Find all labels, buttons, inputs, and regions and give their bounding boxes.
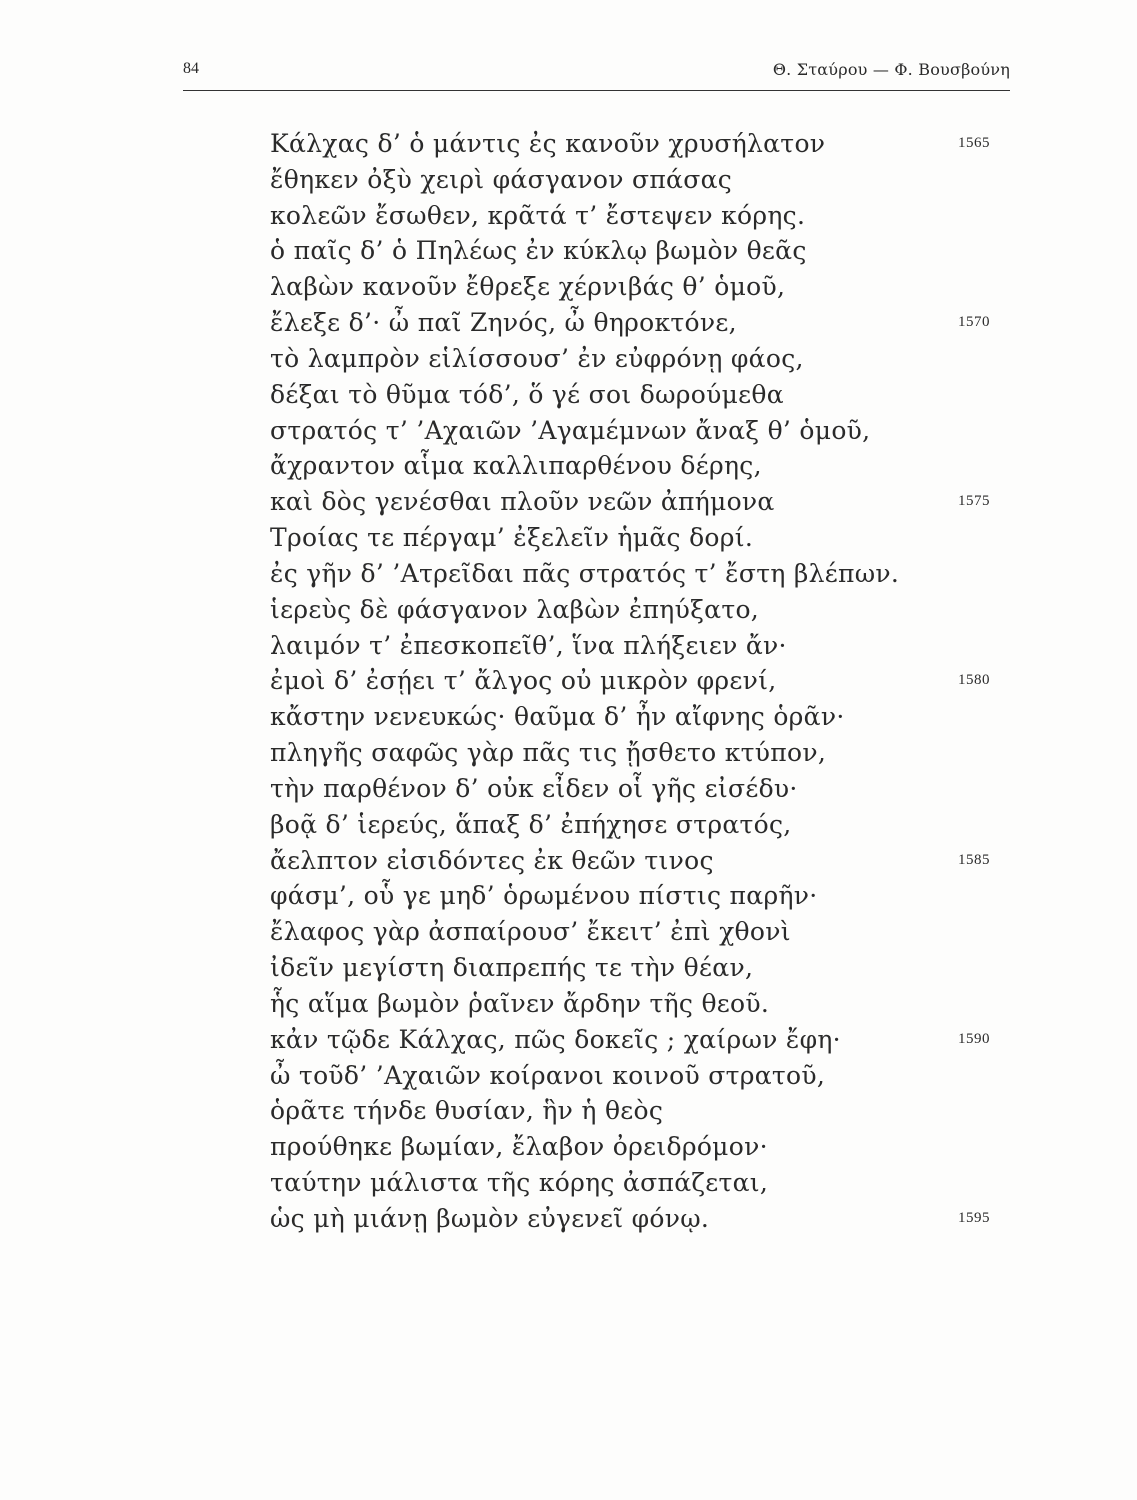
verse-text: ὦ τοῦδ’ ’Αχαιῶν κοίρανοι κοινοῦ στρατοῦ,	[270, 1060, 826, 1090]
verse-line	[270, 807, 1030, 843]
verse-line	[270, 484, 1030, 520]
verse-text: στρατός τ’ ’Αχαιῶν ’Αγαμέμνων ἄναξ θ’ ὁμοῦ,	[270, 415, 871, 445]
verse-line	[270, 305, 1030, 341]
verse-text: καὶ δὸς γενέσθαι πλοῦν νεῶν ἀπήμονα	[270, 487, 775, 517]
verse-text: κολεῶν ἔσωθεν, κρᾶτά τ’ ἔστεψεν κόρης.	[270, 200, 806, 230]
verse-text: ἰδεῖν μεγίστη διαπρεπής τε τὴν θέαν,	[270, 953, 754, 983]
verse-text: τὴν παρθένον δ’ οὐκ εἶδεν οἷ γῆς εἰσέδυ·	[270, 773, 798, 803]
verse-line	[270, 126, 1030, 162]
line-number: 1590	[958, 1030, 990, 1047]
verse-text: λαβὼν κανοῦν ἔθρεξε χέρνιβάς θ’ ὁμοῦ,	[270, 272, 786, 302]
verse-line	[270, 233, 1030, 269]
verse-line	[270, 1165, 1030, 1201]
verse-line	[270, 341, 1030, 377]
verse-text: λαιμόν τ’ ἐπεσκοπεῖθ’, ἵνα πλήξειεν ἄν·	[270, 630, 787, 660]
verse-line	[270, 520, 1030, 556]
verse-text: ἔλεξε δ’· ὦ παῖ Ζηνός, ὦ θηροκτόνε,	[270, 308, 737, 338]
running-header	[183, 60, 1010, 91]
verse-text: κἀν τῷδε Κάλχας, πῶς δοκεῖς ; χαίρων ἔφη·	[270, 1024, 841, 1054]
verse-line	[270, 1058, 1030, 1094]
verse-line	[270, 162, 1030, 198]
verse-text: δέξαι τὸ θῦμα τόδ’, ὅ γέ σοι δωρούμεθα	[270, 379, 784, 409]
verse-line	[270, 556, 1030, 592]
running-head-title: Θ. Σταύρου — Φ. Βουσβούνη	[772, 60, 1010, 79]
verse-line	[270, 269, 1030, 305]
verse-line	[270, 628, 1030, 664]
verse-line	[270, 699, 1030, 735]
verse-line	[270, 448, 1030, 484]
verse-line	[270, 1093, 1030, 1129]
line-number: 1595	[958, 1209, 990, 1226]
verse-line	[270, 663, 1030, 699]
verse-text: ἄελπτον εἰσιδόντες ἐκ θεῶν τινος	[270, 845, 714, 875]
verse-line	[270, 592, 1030, 628]
verse-block	[270, 126, 1030, 1237]
verse-text: ταύτην μάλιστα τῆς κόρης ἀσπάζεται,	[270, 1168, 769, 1198]
line-number: 1565	[958, 135, 990, 151]
verse-text: τὸ λαμπρὸν εἱλίσσουσ’ ἐν εὐφρόνῃ φάος,	[270, 343, 804, 373]
verse-line	[270, 843, 1030, 879]
verse-line	[270, 198, 1030, 234]
verse-text: ἄχραντον αἷμα καλλιπαρθένου δέρης,	[270, 451, 762, 481]
verse-line	[270, 986, 1030, 1022]
page-number: 84	[183, 60, 199, 77]
verse-text: ἐς γῆν δ’ ’Ατρεῖδαι πᾶς στρατός τ’ ἔστη βλέπων.	[270, 558, 900, 588]
verse-text: ἱερεὺς δὲ φάσγανον λαβὼν ἐπηύξατο,	[270, 594, 760, 624]
verse-text: ὁρᾶτε τήνδε θυσίαν, ἣν ἡ θεὸς	[270, 1096, 664, 1126]
verse-text: πληγῆς σαφῶς γὰρ πᾶς τις ᾔσθετο κτύπον,	[270, 738, 827, 768]
verse-text: Κάλχας δ’ ὁ μάντις ἐς κανοῦν χρυσήλατον	[270, 129, 826, 158]
line-number: 1580	[958, 672, 990, 689]
verse-line	[270, 1201, 1030, 1237]
verse-line	[270, 950, 1030, 986]
verse-line	[270, 1129, 1030, 1165]
verse-line	[270, 735, 1030, 771]
line-number: 1570	[958, 314, 990, 331]
verse-text: ἔθηκεν ὀξὺ χειρὶ φάσγανον σπάσας	[270, 164, 733, 194]
verse-text: ἔλαφος γὰρ ἀσπαίρουσ’ ἔκειτ’ ἐπὶ χθονὶ	[270, 917, 791, 947]
verse-text: Τροίας τε πέργαμ’ ἐξελεῖν ἡμᾶς δορί.	[270, 523, 754, 553]
verse-line	[270, 771, 1030, 807]
verse-text: προύθηκε βωμίαν, ἔλαβον ὀρειδρόμον·	[270, 1132, 768, 1162]
verse-line	[270, 413, 1030, 449]
verse-line	[270, 878, 1030, 914]
verse-line	[270, 914, 1030, 950]
verse-text: ἧς αἵμα βωμὸν ῥαῖνεν ἄρδην τῆς θεοῦ.	[270, 988, 770, 1018]
verse-text: ἐμοὶ δ’ ἐσῄει τ’ ἄλγος οὐ μικρὸν φρενί,	[270, 666, 777, 696]
line-number: 1575	[958, 493, 990, 510]
verse-text: φάσμ’, οὗ γε μηδ’ ὁρωμένου πίστις παρῆν·	[270, 881, 818, 911]
verse-line	[270, 1022, 1030, 1058]
line-number: 1585	[958, 851, 990, 868]
verse-text: ὡς μὴ μιάνῃ βωμὸν εὐγενεῖ φόνῳ.	[270, 1203, 710, 1233]
verse-text: κἄστην νενευκώς· θαῦμα δ’ ἦν αἴφνης ὁρᾶν·	[270, 702, 845, 732]
verse-text: βοᾷ δ’ ἱερεύς, ἅπαξ δ’ ἐπήχησε στρατός,	[270, 809, 792, 839]
verse-text: ὁ παῖς δ’ ὁ Πηλέως ἐν κύκλῳ βωμὸν θεᾶς	[270, 236, 807, 266]
verse-line	[270, 377, 1030, 413]
